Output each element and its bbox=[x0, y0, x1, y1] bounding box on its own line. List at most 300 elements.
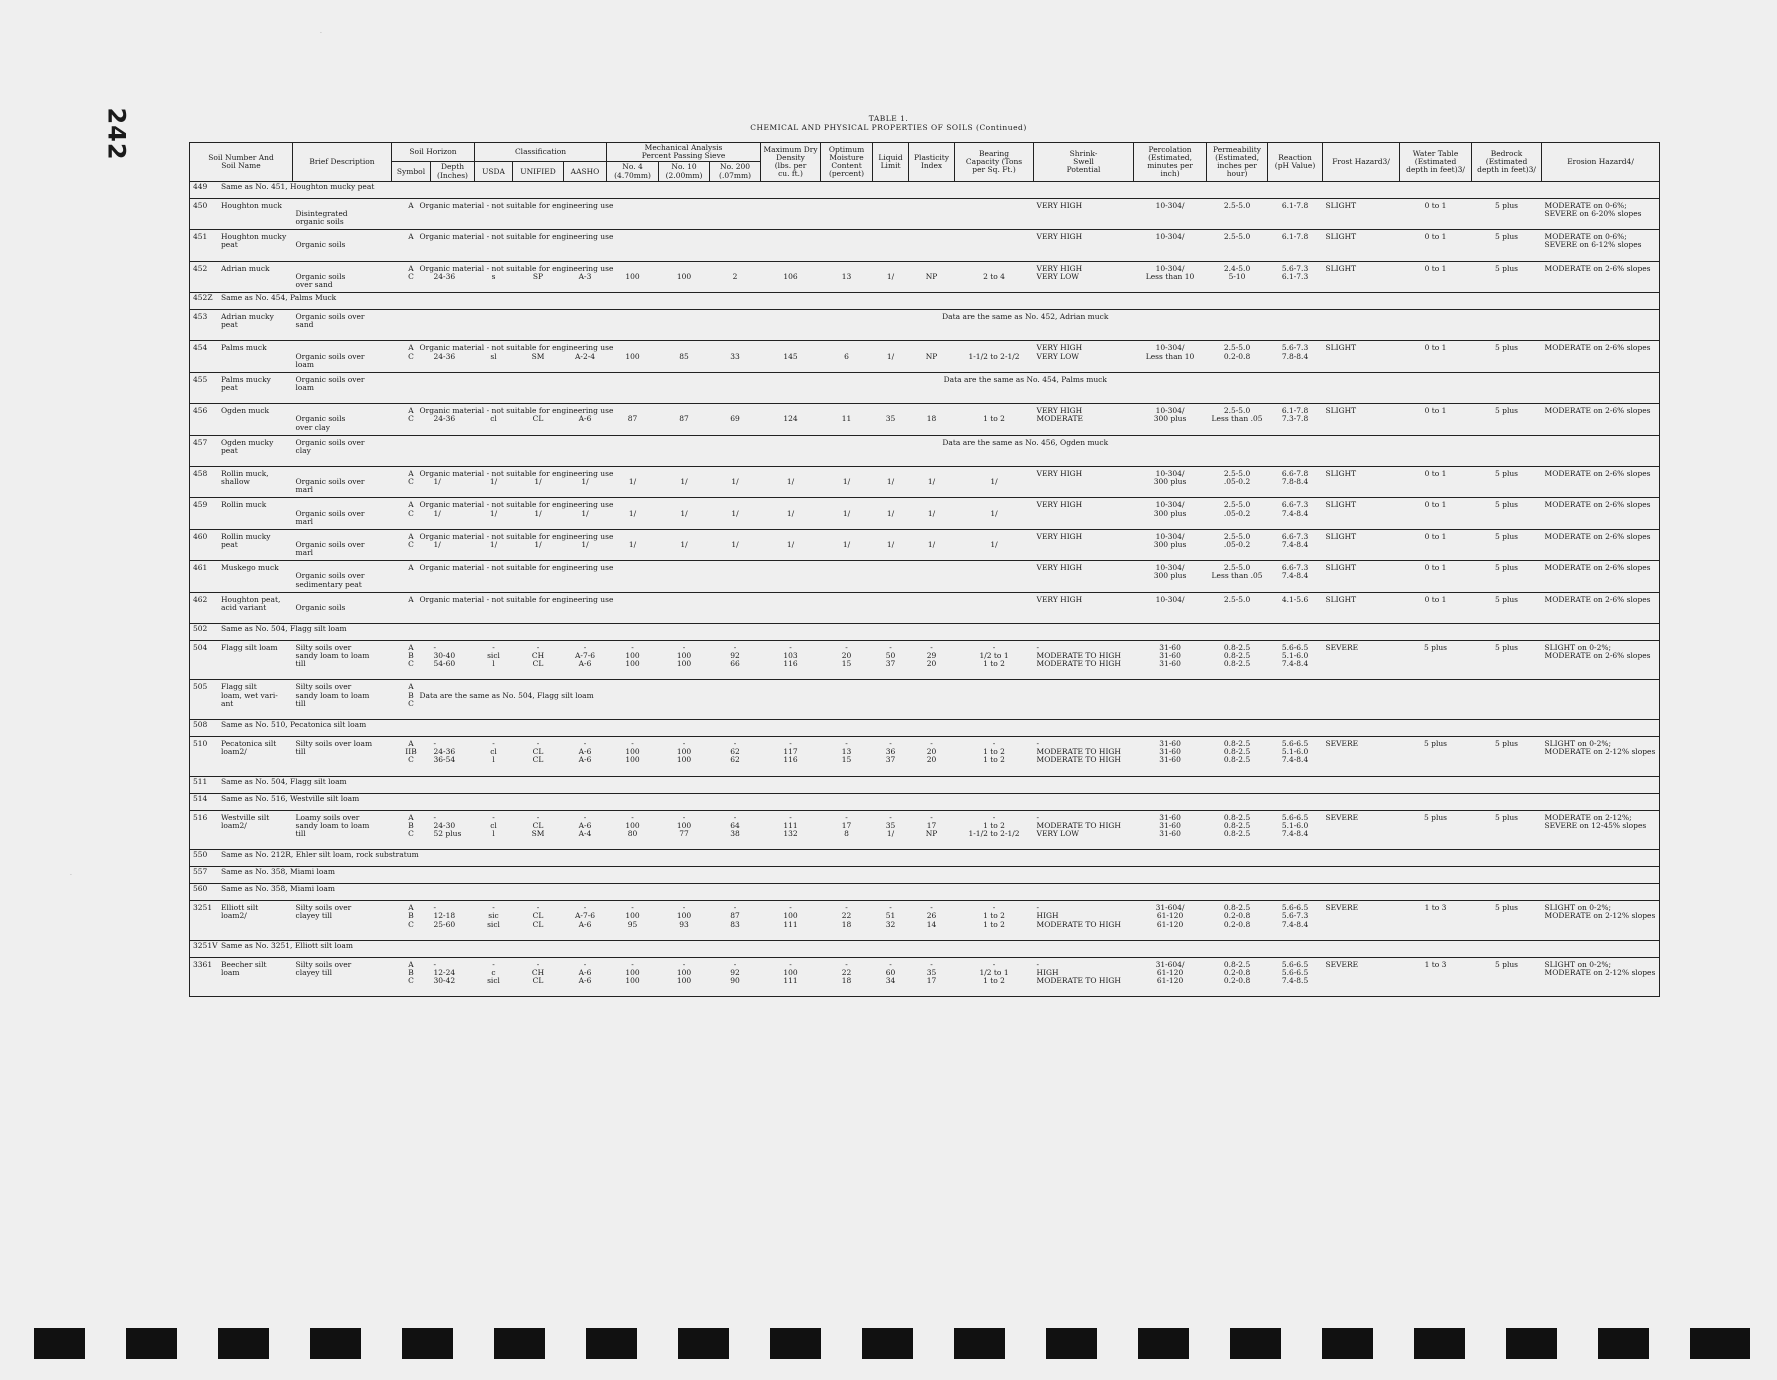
cell-reaction bbox=[1268, 341, 1323, 372]
cell-symbol bbox=[392, 901, 431, 941]
header-no4: No. 4 (4.70mm) bbox=[607, 162, 659, 181]
cell-no10 bbox=[659, 810, 710, 850]
cell-density bbox=[761, 737, 821, 777]
cell-shrink-swell-value: - HIGH MODERATE TO HIGH bbox=[1036, 959, 1121, 986]
cell-aashto-value: 1/ bbox=[581, 477, 589, 487]
same-as-note: Same as No. 510, Pecatonica silt loam bbox=[221, 720, 367, 730]
cell-permeability bbox=[1207, 261, 1268, 292]
cell-no10-value: 85 bbox=[679, 351, 689, 361]
cell-water-table-value: 0 to 1 bbox=[1424, 406, 1447, 416]
cell-soil-number-name bbox=[190, 230, 293, 261]
soil-number: 514 bbox=[193, 793, 208, 803]
scan-speck: · bbox=[320, 30, 322, 37]
soil-name: Palms muck bbox=[221, 343, 267, 353]
cell-percolation-value: 10-304/ bbox=[1155, 232, 1185, 242]
cell-percolation bbox=[1134, 198, 1207, 229]
cell-bedrock bbox=[1472, 261, 1542, 292]
cell-percolation-value: 10-304/ bbox=[1155, 200, 1185, 210]
soil-name: Flagg silt loam bbox=[221, 642, 278, 652]
cell-no10 bbox=[659, 529, 710, 560]
cell-bearing-value: - 1 to 2 1 to 2 bbox=[983, 903, 1005, 929]
cell-water-table bbox=[1400, 341, 1472, 372]
cell-bedrock bbox=[1472, 561, 1542, 592]
cell-permeability bbox=[1207, 198, 1268, 229]
cell-soil-number-name bbox=[190, 309, 293, 340]
cell-reaction bbox=[1268, 810, 1323, 850]
cell-reaction-value: 6.1-7.8 bbox=[1281, 200, 1309, 210]
cell-no10-value: 1/ bbox=[680, 508, 688, 518]
cell-no4 bbox=[607, 957, 659, 997]
cell-bearing bbox=[955, 198, 1034, 229]
cell-permeability bbox=[1207, 529, 1268, 560]
cell-liquid-limit-value: 1/ bbox=[886, 477, 895, 487]
cell-bearing bbox=[955, 529, 1034, 560]
cell-bedrock-value: 5 plus bbox=[1495, 343, 1519, 353]
page-number: 242 bbox=[102, 107, 131, 161]
filmstrip-mark bbox=[1598, 1328, 1649, 1359]
cell-aashto-value: - A-7-6 A-6 bbox=[575, 642, 596, 669]
cell-description bbox=[293, 592, 392, 623]
cell-erosion bbox=[1542, 498, 1660, 529]
cell-liquid-limit bbox=[873, 529, 909, 560]
cell-liquid-limit bbox=[873, 680, 909, 720]
cell-moisture-value: 11 bbox=[841, 414, 852, 424]
cell-description-value: Silty soils over clayey till bbox=[295, 959, 352, 978]
cell-depth-value: 24-36 bbox=[433, 414, 456, 424]
cell-no10 bbox=[659, 901, 710, 941]
cell-no4 bbox=[607, 498, 659, 529]
cell-symbol bbox=[392, 230, 614, 261]
table-header bbox=[190, 143, 1660, 182]
cell-aashto-value: - A-6 A-6 bbox=[578, 739, 592, 765]
cell-moisture-value: - 17 8 bbox=[841, 812, 852, 839]
cell-unified-value: SM bbox=[531, 351, 545, 361]
cell-bedrock-value: 5 plus bbox=[1495, 594, 1519, 604]
cell-no10 bbox=[659, 498, 710, 529]
filmstrip-mark bbox=[402, 1328, 453, 1359]
cell-description bbox=[293, 435, 392, 466]
cell-frost bbox=[1323, 640, 1400, 680]
cell-density bbox=[761, 901, 821, 941]
cell-liquid-limit-value: 1/ bbox=[886, 351, 895, 361]
cell-symbol-value: A B C bbox=[408, 642, 414, 669]
cell-liquid-limit bbox=[873, 957, 909, 997]
cell-bearing-value: - 1 to 2 1-1/2 to 2-1/2 bbox=[968, 812, 1020, 839]
soil-number: 451 bbox=[193, 232, 208, 242]
cell-no10 bbox=[659, 341, 710, 372]
filmstrip-mark bbox=[218, 1328, 269, 1359]
cell-frost bbox=[1323, 561, 1400, 592]
cell-reaction bbox=[1268, 198, 1323, 229]
cell-moisture bbox=[821, 404, 873, 435]
cell-soil-number-name bbox=[190, 957, 293, 997]
cell-reaction bbox=[1268, 261, 1323, 292]
filmstrip-mark bbox=[586, 1328, 637, 1359]
soil-number: 516 bbox=[193, 812, 208, 822]
cell-frost-value: SEVERE bbox=[1325, 739, 1359, 749]
cell-percolation bbox=[1134, 498, 1207, 529]
cell-description bbox=[293, 372, 392, 403]
cell-bearing bbox=[955, 901, 1034, 941]
cell-permeability-value: 0.8-2.5 0.8-2.5 0.8-2.5 bbox=[1223, 642, 1251, 669]
header-depth: Depth (Inches) bbox=[431, 162, 475, 181]
cell-percolation-value: 10-304/ bbox=[1155, 594, 1185, 604]
cell-no4 bbox=[607, 341, 659, 372]
cell-percolation bbox=[1134, 640, 1207, 680]
cell-bedrock bbox=[1472, 198, 1542, 229]
cell-permeability bbox=[1207, 640, 1268, 680]
cell-symbol-value: A IIB C bbox=[405, 739, 417, 765]
cell-frost bbox=[1323, 901, 1400, 941]
cell-shrink-swell-value: VERY HIGH VERY LOW bbox=[1036, 263, 1083, 281]
cell-usda-value: - cl l bbox=[490, 812, 497, 839]
cell-shrink-swell-value: - MODERATE TO HIGH VERY LOW bbox=[1036, 812, 1121, 839]
cell-permeability-value: 2.5-5.0 bbox=[1223, 232, 1251, 242]
cell-no4-value: 100 bbox=[625, 271, 640, 281]
cell-soil-number-name bbox=[190, 498, 293, 529]
cell-aashto-value: A-2-4 bbox=[575, 351, 596, 361]
table-row bbox=[190, 529, 1660, 560]
cell-liquid-limit bbox=[873, 341, 909, 372]
cell-no10-value: - 100 77 bbox=[676, 812, 692, 839]
cell-density-value: 124 bbox=[783, 414, 798, 424]
cell-no10-value: 87 bbox=[679, 414, 689, 424]
cell-moisture bbox=[821, 498, 873, 529]
table-body bbox=[190, 181, 1660, 997]
cell-depth-value: - 24-30 52 plus bbox=[433, 812, 462, 839]
cell-description-value: Organic soils over loam bbox=[295, 351, 365, 369]
cell-reaction bbox=[1268, 957, 1323, 997]
cell-frost bbox=[1323, 680, 1400, 720]
cell-moisture bbox=[821, 957, 873, 997]
cell-bedrock bbox=[1472, 640, 1542, 680]
cell-usda-value: sl bbox=[490, 351, 497, 361]
cell-liquid-limit bbox=[873, 498, 909, 529]
cell-erosion-value: MODERATE on 2-12%; SEVERE on 12-45% slopes bbox=[1544, 812, 1647, 830]
cell-liquid-limit-value: 1/ bbox=[886, 539, 895, 549]
cell-bearing-value: - 1/2 to 1 1 to 2 bbox=[979, 642, 1009, 669]
cell-description bbox=[293, 901, 392, 941]
cell-soil-number-name bbox=[190, 737, 293, 777]
cell-soil-number-name bbox=[190, 561, 293, 592]
cell-erosion bbox=[1542, 640, 1660, 680]
filmstrip-mark bbox=[678, 1328, 729, 1359]
cell-plasticity-value: NP bbox=[925, 271, 938, 281]
soil-name: Ogden muck bbox=[221, 406, 270, 416]
table-row bbox=[190, 867, 1660, 884]
cell-usda-value: 1/ bbox=[489, 508, 498, 518]
soil-number: 455 bbox=[193, 374, 208, 384]
cell-description-value: Loamy soils over sandy loam to loam till bbox=[295, 812, 370, 839]
cell-plasticity bbox=[909, 404, 955, 435]
cell-permeability bbox=[1207, 404, 1268, 435]
soil-number: 550 bbox=[193, 850, 208, 860]
cell-aashto bbox=[564, 737, 607, 777]
engineering-note: Organic material - not suitable for engineering use bbox=[419, 263, 614, 273]
cell-moisture bbox=[821, 810, 873, 850]
cell-permeability-value: 2.5-5.0 .05-0.2 bbox=[1223, 531, 1251, 549]
cell-erosion-value: MODERATE on 0-6%; SEVERE on 6-20% slopes bbox=[1544, 200, 1642, 219]
cell-no200 bbox=[710, 957, 761, 997]
cell-density bbox=[761, 640, 821, 680]
cell-soil-number-name bbox=[190, 435, 293, 466]
cell-moisture-value: 1/ bbox=[842, 508, 851, 518]
cell-permeability bbox=[1207, 901, 1268, 941]
cell-plasticity bbox=[909, 680, 955, 720]
cell-moisture bbox=[821, 592, 873, 623]
cell-permeability-value: 2.5-5.0 bbox=[1223, 594, 1251, 604]
cell-symbol-value: A bbox=[408, 594, 414, 604]
cell-no200 bbox=[710, 404, 761, 435]
cell-symbol bbox=[392, 957, 431, 997]
filmstrip-mark bbox=[310, 1328, 361, 1359]
soil-properties-sheet bbox=[189, 142, 1659, 997]
cell-depth-value: 24-36 bbox=[433, 351, 456, 361]
cell-no200 bbox=[710, 680, 761, 720]
soil-name: Pecatonica silt loam2/ bbox=[221, 739, 277, 757]
cell-frost-value: SLIGHT bbox=[1325, 563, 1357, 573]
cell-liquid-limit-value: 35 bbox=[885, 414, 896, 424]
cell-water-table bbox=[1400, 680, 1472, 720]
cell-reaction bbox=[1268, 561, 1323, 592]
cell-reaction-value: 6.1-7.8 bbox=[1281, 232, 1309, 242]
filmstrip-mark bbox=[494, 1328, 545, 1359]
cell-percolation bbox=[1134, 561, 1207, 592]
cell-description bbox=[293, 561, 392, 592]
cell-usda bbox=[475, 957, 513, 997]
soil-row-cell bbox=[190, 940, 1660, 957]
cell-no10 bbox=[659, 230, 710, 261]
cell-shrink-swell-value: - HIGH MODERATE TO HIGH bbox=[1036, 903, 1121, 929]
cell-depth-value: 1/ bbox=[433, 508, 441, 518]
table-row bbox=[190, 884, 1660, 901]
cell-symbol bbox=[392, 498, 614, 529]
cell-no200 bbox=[710, 230, 761, 261]
cell-reaction bbox=[1268, 230, 1323, 261]
cell-symbol bbox=[392, 592, 614, 623]
cell-no200-value: - 92 90 bbox=[730, 959, 740, 986]
table-row bbox=[190, 341, 1660, 372]
cell-unified bbox=[513, 810, 564, 850]
cell-description-value: Silty soils over loam till bbox=[295, 739, 373, 757]
cell-soil-number-name bbox=[190, 810, 293, 850]
cell-reaction-value: 6.1-7.8 7.3-7.8 bbox=[1281, 406, 1309, 424]
cell-description bbox=[293, 737, 392, 777]
cell-description-value: Organic soils over marl bbox=[295, 508, 365, 526]
table-row bbox=[190, 776, 1660, 793]
cell-aashto-value: A-6 bbox=[578, 414, 592, 424]
soil-number: 461 bbox=[193, 563, 208, 573]
header-no200: No. 200 (.07mm) bbox=[710, 162, 761, 181]
header-bearing-capacity: Bearing Capacity (Tons per Sq. Ft.) bbox=[955, 143, 1034, 182]
cell-no200 bbox=[710, 498, 761, 529]
soil-row-cell bbox=[190, 623, 1660, 640]
cell-symbol-value: A bbox=[408, 563, 414, 573]
cell-symbol bbox=[392, 309, 1660, 340]
cell-bedrock bbox=[1472, 498, 1542, 529]
soil-number: 3251V bbox=[193, 940, 218, 950]
cell-no10 bbox=[659, 592, 710, 623]
cell-shrink-swell bbox=[1034, 498, 1134, 529]
cell-erosion bbox=[1542, 529, 1660, 560]
cell-plasticity-value: 1/ bbox=[927, 508, 936, 518]
cell-reaction bbox=[1268, 680, 1323, 720]
cell-permeability-value: 2.5-5.0 .05-0.2 bbox=[1223, 468, 1251, 487]
cell-description bbox=[293, 198, 392, 229]
cell-moisture bbox=[821, 529, 873, 560]
cell-liquid-limit bbox=[873, 810, 909, 850]
cell-erosion-value: MODERATE on 2-6% slopes bbox=[1544, 343, 1651, 353]
table-row bbox=[190, 737, 1660, 777]
header-soil-horizon: Soil Horizon bbox=[392, 143, 475, 162]
cell-bearing bbox=[955, 466, 1034, 497]
header-reaction: Reaction (pH Value) bbox=[1268, 143, 1323, 182]
cell-density bbox=[761, 592, 821, 623]
cell-bedrock-value: 5 plus bbox=[1495, 739, 1519, 749]
data-same-as-note: Data are the same as No. 454, Palms muck bbox=[943, 374, 1107, 384]
header-mechanical-analysis: Mechanical Analysis Percent Passing Sieve bbox=[607, 143, 761, 162]
soil-number: 459 bbox=[193, 500, 208, 510]
cell-liquid-limit bbox=[873, 466, 909, 497]
cell-water-table-value: 5 plus bbox=[1424, 812, 1448, 822]
cell-no200 bbox=[710, 640, 761, 680]
cell-description-value: Organic soils over marl bbox=[295, 539, 365, 558]
cell-reaction bbox=[1268, 737, 1323, 777]
soil-row-cell bbox=[190, 292, 1660, 309]
cell-moisture bbox=[821, 261, 873, 292]
cell-density bbox=[761, 680, 821, 720]
table-row bbox=[190, 640, 1660, 680]
cell-symbol-value: A bbox=[408, 200, 414, 210]
cell-usda-value: - cl l bbox=[490, 739, 497, 765]
cell-no200 bbox=[710, 466, 761, 497]
cell-no200-value: 2 bbox=[732, 271, 738, 281]
cell-frost-value: SEVERE bbox=[1325, 903, 1359, 913]
cell-usda bbox=[475, 901, 513, 941]
cell-unified bbox=[513, 737, 564, 777]
filmstrip-mark bbox=[770, 1328, 821, 1359]
cell-aashto bbox=[564, 957, 607, 997]
cell-shrink-swell bbox=[1034, 592, 1134, 623]
cell-no200-value: 1/ bbox=[731, 508, 739, 518]
soil-number: 508 bbox=[193, 720, 208, 730]
cell-symbol bbox=[392, 529, 614, 560]
cell-plasticity bbox=[909, 640, 955, 680]
cell-permeability bbox=[1207, 957, 1268, 997]
cell-shrink-swell bbox=[1034, 957, 1134, 997]
cell-bearing-value: 1/ bbox=[990, 539, 998, 549]
cell-no200-value: 1/ bbox=[731, 539, 739, 549]
cell-bearing bbox=[955, 957, 1034, 997]
cell-frost bbox=[1323, 810, 1400, 850]
cell-moisture-value: - 20 15 bbox=[841, 642, 852, 669]
cell-unified-value: - CH CL bbox=[531, 959, 545, 986]
cell-bearing-value: 2 to 4 bbox=[983, 271, 1005, 281]
filmstrip-mark bbox=[1690, 1328, 1750, 1359]
filmstrip-mark bbox=[1046, 1328, 1097, 1359]
cell-bedrock bbox=[1472, 230, 1542, 261]
cell-bedrock bbox=[1472, 529, 1542, 560]
cell-no10 bbox=[659, 640, 710, 680]
same-as-note: Same as No. 358, Miami loam bbox=[221, 867, 335, 877]
cell-depth-value: 1/ bbox=[433, 477, 441, 487]
cell-moisture-value: - 22 18 bbox=[841, 903, 852, 929]
cell-percolation bbox=[1134, 230, 1207, 261]
cell-no4 bbox=[607, 737, 659, 777]
cell-no4 bbox=[607, 640, 659, 680]
cell-no10-value: 1/ bbox=[680, 477, 688, 487]
cell-density-value: - 117 116 bbox=[783, 739, 798, 765]
cell-moisture bbox=[821, 680, 873, 720]
cell-reaction-value: 5.6-6.5 5.6-6.5 7.4-8.5 bbox=[1281, 959, 1309, 986]
cell-moisture-value: - 13 15 bbox=[841, 739, 852, 765]
cell-water-table bbox=[1400, 230, 1472, 261]
cell-frost bbox=[1323, 957, 1400, 997]
cell-water-table-value: 0 to 1 bbox=[1424, 232, 1447, 242]
cell-bedrock-value: 5 plus bbox=[1495, 903, 1519, 913]
same-as-note: Same as No. 504, Flagg silt loam bbox=[221, 623, 347, 633]
cell-bearing bbox=[955, 230, 1034, 261]
cell-bearing bbox=[955, 810, 1034, 850]
cell-water-table-value: 0 to 1 bbox=[1424, 563, 1447, 573]
cell-no4-value: 100 bbox=[625, 351, 640, 361]
header-classification: Classification bbox=[475, 143, 607, 162]
cell-soil-number-name bbox=[190, 372, 293, 403]
cell-erosion bbox=[1542, 561, 1660, 592]
cell-density bbox=[761, 466, 821, 497]
soil-name: Houghton peat, acid variant bbox=[221, 594, 281, 612]
cell-soil-number-name bbox=[190, 901, 293, 941]
cell-water-table bbox=[1400, 901, 1472, 941]
cell-plasticity bbox=[909, 198, 955, 229]
cell-description-value: Organic soils over sand bbox=[295, 271, 346, 289]
cell-frost-value: SEVERE bbox=[1325, 959, 1359, 969]
cell-no4 bbox=[607, 529, 659, 560]
cell-no200-value: - 87 83 bbox=[730, 903, 740, 929]
same-as-note: Same as No. 504, Flagg silt loam bbox=[221, 776, 347, 786]
cell-aashto bbox=[564, 810, 607, 850]
cell-no4 bbox=[607, 404, 659, 435]
header-frost-hazard: Frost Hazard3/ bbox=[1323, 143, 1400, 182]
cell-permeability bbox=[1207, 810, 1268, 850]
cell-permeability-value: 0.8-2.5 0.2-0.8 0.2-0.8 bbox=[1223, 959, 1251, 986]
cell-moisture bbox=[821, 737, 873, 777]
table-row bbox=[190, 261, 1660, 292]
cell-usda bbox=[475, 810, 513, 850]
cell-density bbox=[761, 404, 821, 435]
cell-water-table bbox=[1400, 640, 1472, 680]
cell-permeability-value: 2.5-5.0 .05-0.2 bbox=[1223, 500, 1251, 518]
cell-no4-value: 1/ bbox=[628, 508, 637, 518]
cell-shrink-swell bbox=[1034, 341, 1134, 372]
cell-erosion-value: SLIGHT on 0-2%; MODERATE on 2-12% slopes bbox=[1544, 739, 1656, 757]
cell-description-value: Organic soils over loam bbox=[295, 374, 365, 392]
cell-symbol bbox=[392, 810, 431, 850]
cell-shrink-swell bbox=[1034, 737, 1134, 777]
table-row bbox=[190, 404, 1660, 435]
cell-usda-value: 1/ bbox=[489, 477, 498, 487]
cell-plasticity bbox=[909, 737, 955, 777]
cell-erosion-value: MODERATE on 2-6% slopes bbox=[1544, 468, 1651, 478]
cell-erosion-value: MODERATE on 2-6% slopes bbox=[1544, 563, 1651, 573]
cell-no4 bbox=[607, 198, 659, 229]
cell-density-value: - 100 111 bbox=[783, 903, 798, 929]
cell-liquid-limit bbox=[873, 230, 909, 261]
cell-depth bbox=[431, 640, 475, 680]
cell-symbol-value: A C bbox=[408, 468, 414, 487]
soil-name: Rollin mucky peat bbox=[221, 531, 271, 549]
cell-bedrock bbox=[1472, 404, 1542, 435]
